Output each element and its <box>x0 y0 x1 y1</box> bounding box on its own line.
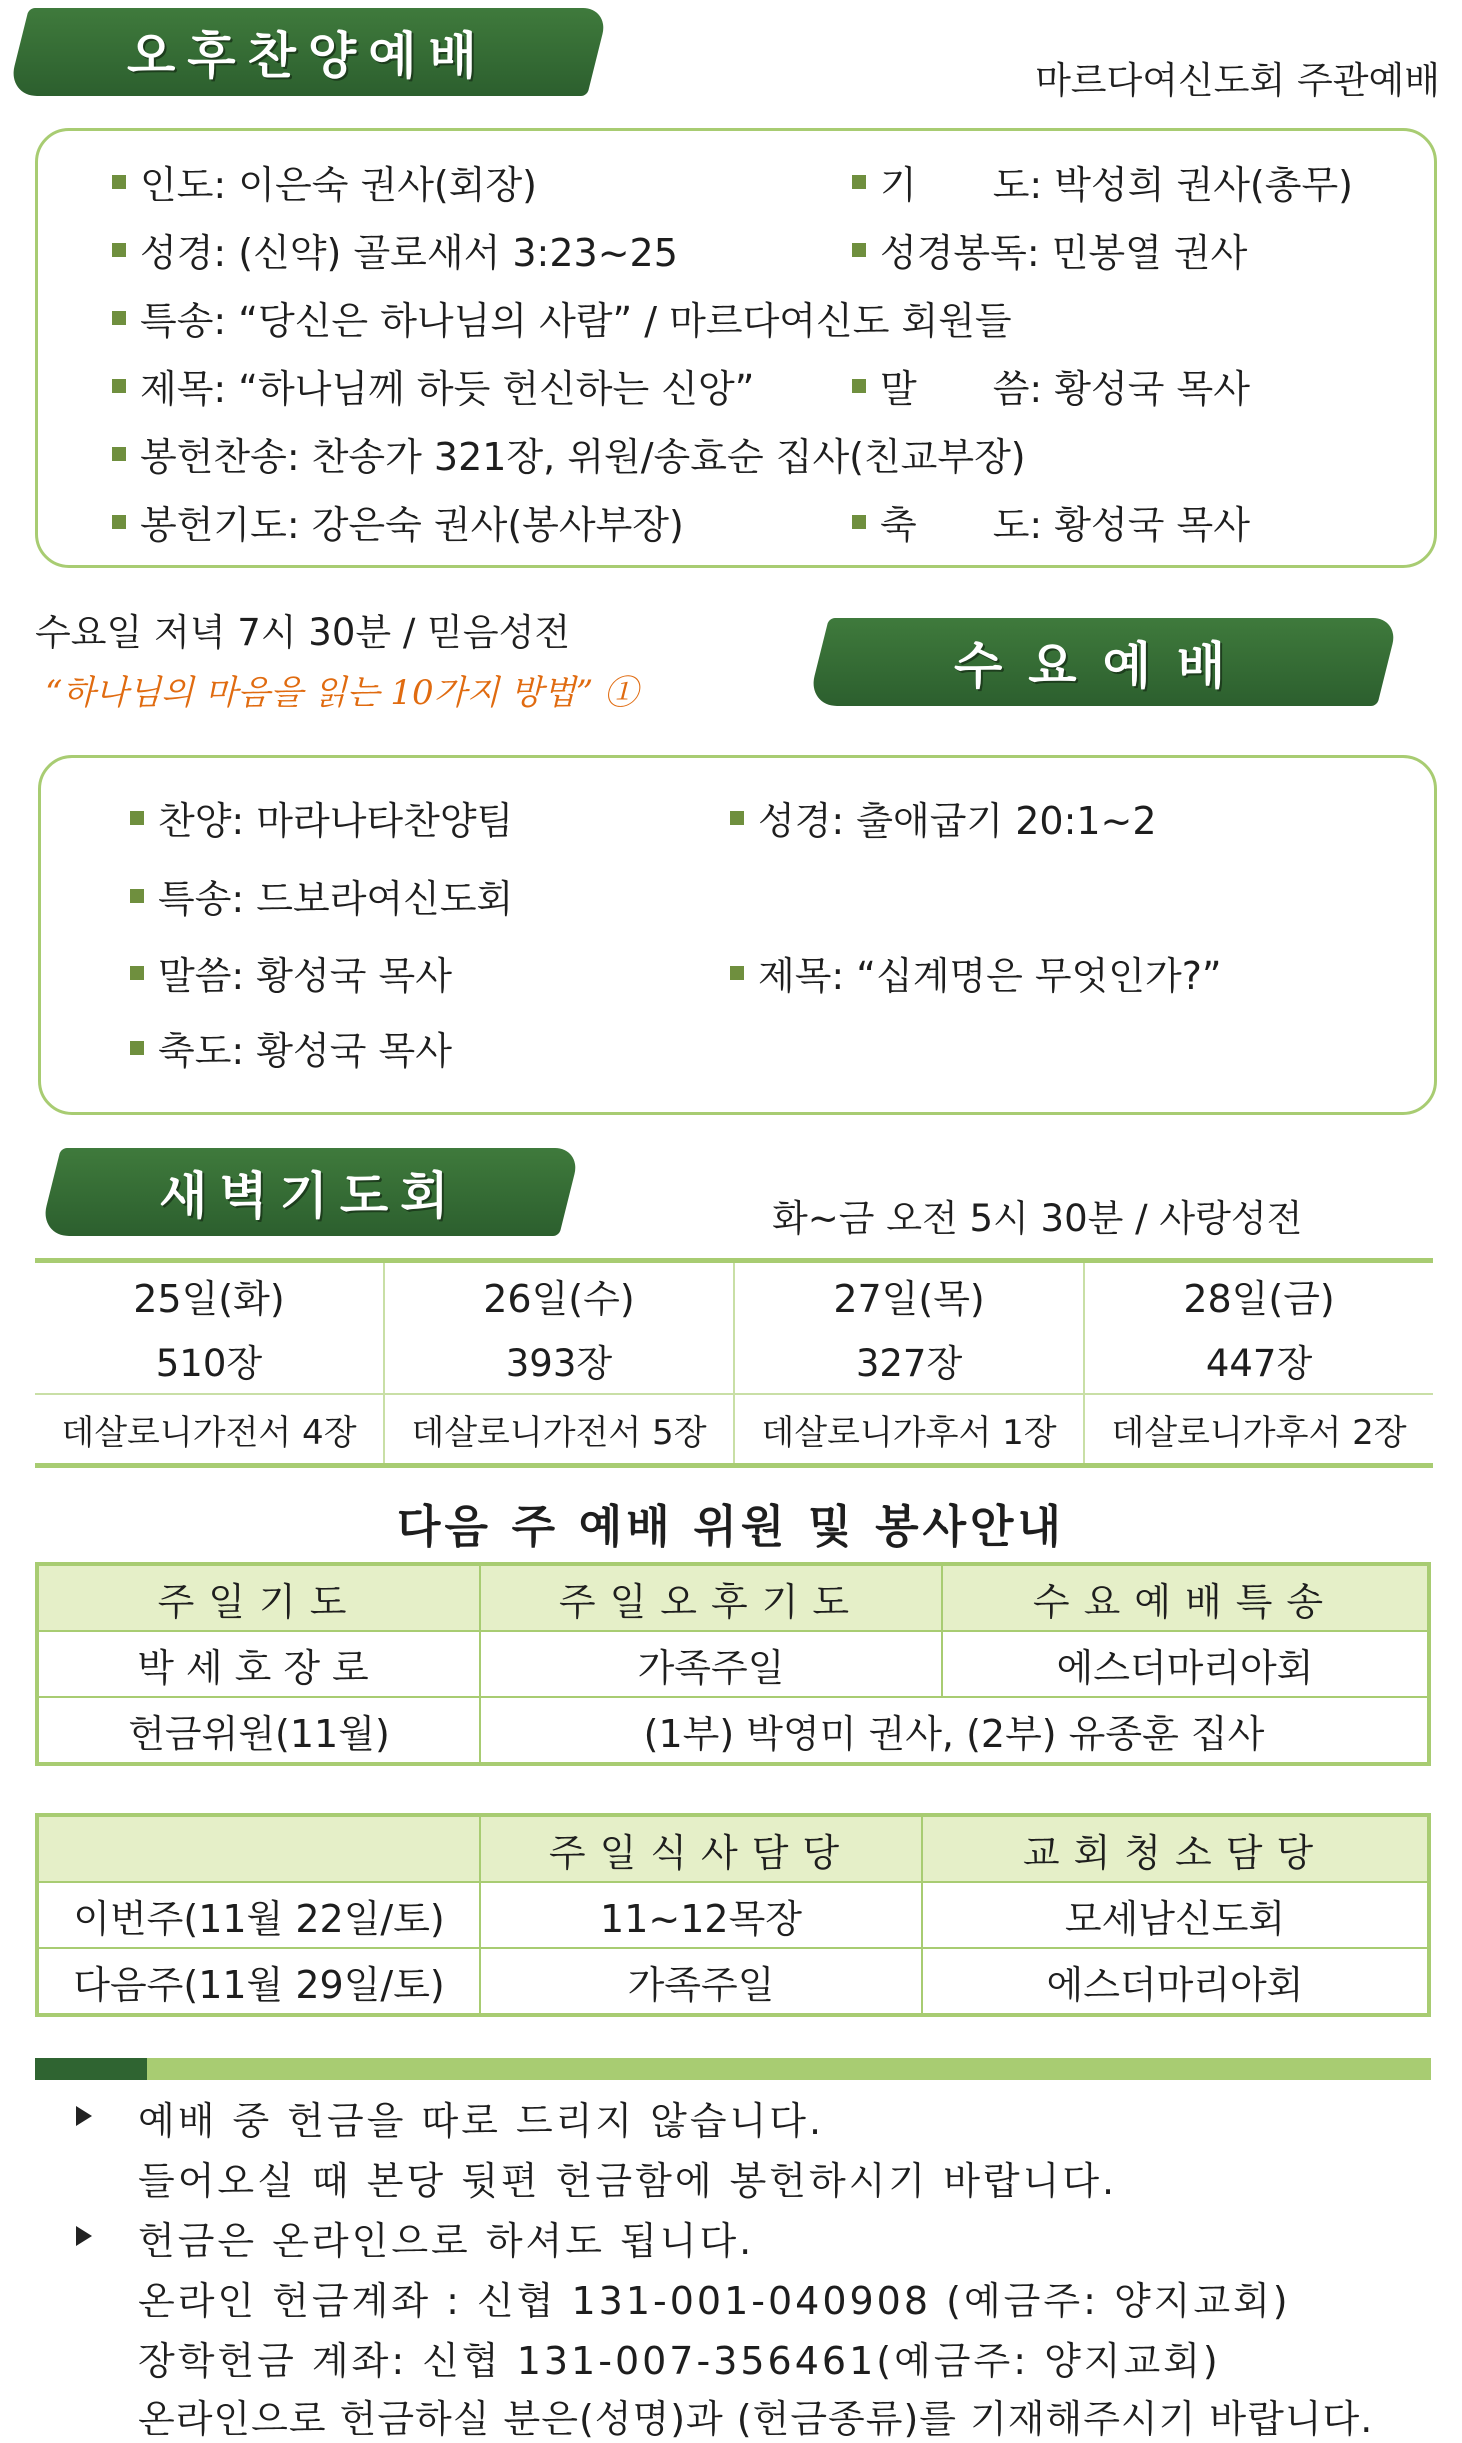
dawn-title: 새벽기도회 <box>159 1167 461 1225</box>
afternoon-sermon <box>852 358 1250 413</box>
afternoon-offering-hymn <box>112 426 1026 481</box>
notice-line: 온라인으로 헌금하실 분은(성명)과 (헌금종류)를 기재해주시기 바랍니다. <box>138 2397 1374 2441</box>
duty-cell: 에스더마리아회 <box>942 1631 1429 1697</box>
wednesday-blessing <box>130 1020 452 1075</box>
divider-bar <box>35 2058 1431 2080</box>
item-text: 말 씀: 황성국 목사 <box>880 367 1250 411</box>
item-text: 성경: 출애굽기 20:1~2 <box>758 799 1157 843</box>
afternoon-prayer <box>852 154 1353 209</box>
bullet-icon <box>852 243 866 257</box>
bullet-icon <box>112 379 126 393</box>
bullet-icon <box>730 966 744 980</box>
dawn-text: 데살로니가후서 1장 <box>734 1394 1084 1466</box>
bullet-icon <box>112 175 126 189</box>
meal-header <box>37 1815 480 1882</box>
duty-cell: 박세호장로 <box>37 1631 480 1697</box>
dawn-date: 28일(금) <box>1084 1261 1433 1328</box>
next-week-heading: 다음 주 예배 위원 및 봉사안내 <box>397 1500 1065 1553</box>
bullet-icon <box>852 175 866 189</box>
meal-cell: 모세남신도회 <box>922 1882 1429 1948</box>
offering-value: (1부) 박영미 권사, (2부) 유종훈 집사 <box>480 1697 1429 1764</box>
meal-header: 주일식사담당 <box>480 1815 922 1882</box>
afternoon-special <box>112 290 1012 345</box>
notice-line: 들어오실 때 본당 뒷편 헌금함에 봉헌하시기 바랍니다. <box>138 2159 1118 2203</box>
item-text: 축도: 황성국 목사 <box>158 1029 452 1073</box>
bullet-icon <box>852 379 866 393</box>
wednesday-series: “하나님의 마음을 읽는 10가지 방법” ① <box>45 673 639 713</box>
triangle-bullet-icon <box>76 2106 92 2126</box>
bullet-icon <box>852 515 866 529</box>
duty-header: 주일기도 <box>37 1564 480 1631</box>
item-text: 봉헌찬송: 찬송가 321장, 위원/송효순 집사(친교부장) <box>140 435 1026 479</box>
afternoon-scripture <box>112 222 678 277</box>
item-text: 기 도: 박성희 권사(총무) <box>880 163 1353 207</box>
dawn-hymn: 393장 <box>384 1327 734 1394</box>
dawn-hymn: 447장 <box>1084 1327 1433 1394</box>
wednesday-banner <box>807 618 1399 706</box>
item-text: 성경봉독: 민봉열 권사 <box>880 231 1248 275</box>
wednesday-praise <box>130 790 513 845</box>
item-text: 봉헌기도: 강은숙 권사(봉사부장) <box>140 503 684 547</box>
wednesday-title: 수요예배 <box>954 637 1252 695</box>
item-text: 찬양: 마라나타찬양팀 <box>158 799 514 843</box>
afternoon-offering-prayer <box>112 494 684 549</box>
item-text: 제목: “십계명은 무엇인가?” <box>758 954 1222 998</box>
bullet-icon <box>112 311 126 325</box>
afternoon-banner <box>7 8 609 96</box>
afternoon-title: 오후찬양예배 <box>127 27 489 85</box>
duty-header: 수요예배특송 <box>942 1564 1429 1631</box>
triangle-bullet-icon <box>76 2226 92 2246</box>
bullet-icon <box>130 889 144 903</box>
notice-line: 예배 중 헌금을 따로 드리지 않습니다. <box>138 2099 825 2143</box>
duty-cell: 가족주일 <box>480 1631 942 1697</box>
item-text: 축 도: 황성국 목사 <box>880 503 1250 547</box>
wednesday-sermon-title <box>730 945 1222 1000</box>
item-text: 성경: (신약) 골로새서 3:23~25 <box>140 231 678 275</box>
dawn-hymn: 327장 <box>734 1327 1084 1394</box>
wednesday-special <box>130 868 513 923</box>
dawn-date: 25일(화) <box>133 1276 285 1321</box>
dawn-table <box>35 1258 1433 1468</box>
bullet-icon <box>112 447 126 461</box>
meal-cleaning-table <box>35 1813 1431 2017</box>
item-text: 특송: “당신은 하나님의 사람” / 마르다여신도 회원들 <box>140 299 1012 343</box>
bullet-icon <box>130 811 144 825</box>
afternoon-reading <box>852 222 1247 277</box>
duty-table <box>35 1562 1431 1766</box>
afternoon-host: 마르다여신도회 주관예배 <box>1035 59 1440 102</box>
bullet-icon <box>130 966 144 980</box>
meal-cell: 이번주(11월 22일/토) <box>37 1882 480 1948</box>
dawn-time: 화~금 오전 5시 30분 / 사랑성전 <box>772 1197 1303 1240</box>
dawn-text: 데살로니가전서 4장 <box>35 1394 384 1466</box>
dawn-hymn: 510장 <box>155 1342 263 1385</box>
bullet-icon <box>112 515 126 529</box>
notice-line: 온라인 헌금계좌 : 신협 131-001-040908 (예금주: 양지교회) <box>138 2279 1291 2323</box>
afternoon-sermon-title <box>112 358 754 413</box>
dawn-banner <box>39 1148 581 1236</box>
notice-line: 헌금은 온라인으로 하셔도 됩니다. <box>138 2219 755 2263</box>
afternoon-blessing <box>852 494 1250 549</box>
wednesday-time: 수요일 저녁 7시 30분 / 믿음성전 <box>35 611 571 654</box>
offering-label: 헌금위원(11월) <box>37 1697 480 1764</box>
item-text: 말씀: 황성국 목사 <box>158 954 452 998</box>
wednesday-sermon <box>130 945 452 1000</box>
bullet-icon <box>112 243 126 257</box>
meal-cell: 가족주일 <box>480 1948 922 2015</box>
meal-cell: 11~12목장 <box>480 1882 922 1948</box>
dawn-text: 데살로니가후서 2장 <box>1084 1394 1433 1466</box>
meal-cell: 에스더마리아회 <box>922 1948 1429 2015</box>
meal-header: 교회청소담당 <box>922 1815 1429 1882</box>
wednesday-scripture <box>730 790 1157 845</box>
afternoon-lead <box>112 154 537 209</box>
item-text: 제목: “하나님께 하듯 헌신하는 신앙” <box>140 367 755 411</box>
item-text: 특송: 드보라여신도회 <box>158 877 514 921</box>
divider-accent <box>35 2058 147 2080</box>
duty-header: 주일오후기도 <box>480 1564 942 1631</box>
dawn-date: 26일(수) <box>384 1261 734 1328</box>
meal-cell: 다음주(11월 29일/토) <box>37 1948 480 2015</box>
dawn-text: 데살로니가전서 5장 <box>384 1394 734 1466</box>
bullet-icon <box>130 1041 144 1055</box>
bullet-icon <box>730 811 744 825</box>
dawn-date: 27일(목) <box>734 1261 1084 1328</box>
item-text: 인도: 이은숙 권사(회장) <box>140 163 537 207</box>
notice-line: 장학헌금 계좌: 신협 131-007-356461(예금주: 양지교회) <box>138 2339 1221 2383</box>
